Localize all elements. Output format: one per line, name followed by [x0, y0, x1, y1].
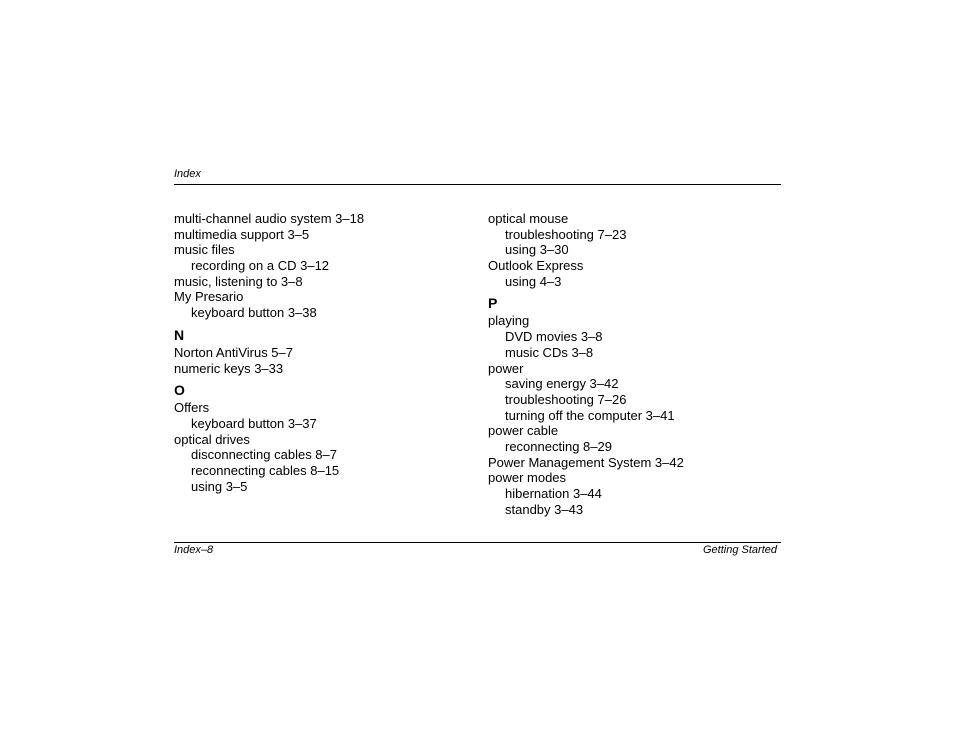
index-entry: playing	[488, 313, 530, 329]
index-column-left	[174, 211, 474, 494]
index-column-right	[488, 211, 788, 517]
index-entry: power cable	[488, 423, 559, 439]
index-subentry: saving energy 3–42	[505, 376, 619, 392]
index-entry: numeric keys 3–33	[174, 360, 284, 376]
index-entry: music, listening to 3–8	[174, 273, 303, 289]
index-subentry: hibernation 3–44	[505, 486, 602, 501]
index-subentry: keyboard button 3–38	[191, 305, 317, 321]
index-subentry: disconnecting cables 8–7	[191, 447, 337, 463]
index-entry: Outlook Express	[488, 258, 584, 274]
index-entry: Norton AntiVirus 5–7	[174, 344, 293, 360]
index-subentry: using 4–3	[505, 273, 562, 289]
index-subentry: standby 3–43	[505, 501, 584, 517]
index-letter-heading: N	[174, 326, 185, 343]
index-subentry: troubleshooting 7–26	[505, 391, 627, 407]
index-subentry: reconnecting cables 8–15	[191, 462, 340, 478]
index-subentry: recording on a CD 3–12	[191, 258, 330, 274]
index-entry: power modes	[488, 470, 567, 486]
header-rule	[174, 184, 781, 185]
index-entry: Offers	[174, 400, 210, 416]
index-subentry: using 3–30	[505, 242, 569, 258]
index-subentry: reconnecting 8–29	[505, 438, 612, 454]
index-subentry: using 3–5	[191, 478, 248, 494]
page-number: Index–8	[174, 544, 214, 556]
index-entry: My Presario	[174, 289, 244, 305]
index-entry: power	[488, 360, 524, 376]
index-subentry: keyboard button 3–37	[191, 415, 317, 431]
index-entry: multi-channel audio system 3–18	[174, 211, 365, 226]
index-letter-heading: P	[488, 295, 498, 312]
index-subentry: turning off the computer 3–41	[505, 407, 675, 423]
index-entry: optical drives	[174, 431, 250, 447]
index-subentry: troubleshooting 7–23	[505, 226, 627, 242]
index-subentry: music CDs 3–8	[505, 344, 594, 360]
index-entry: music files	[174, 242, 235, 258]
index-subentry: DVD movies 3–8	[505, 329, 603, 345]
document-title: Getting Started	[703, 544, 777, 556]
index-entry: multimedia support 3–5	[174, 226, 310, 242]
index-entry: Power Management System 3–42	[488, 454, 684, 470]
index-entry: optical mouse	[488, 211, 569, 226]
footer-rule	[174, 542, 781, 543]
running-header: Index	[174, 168, 201, 180]
index-letter-heading: O	[174, 382, 185, 399]
